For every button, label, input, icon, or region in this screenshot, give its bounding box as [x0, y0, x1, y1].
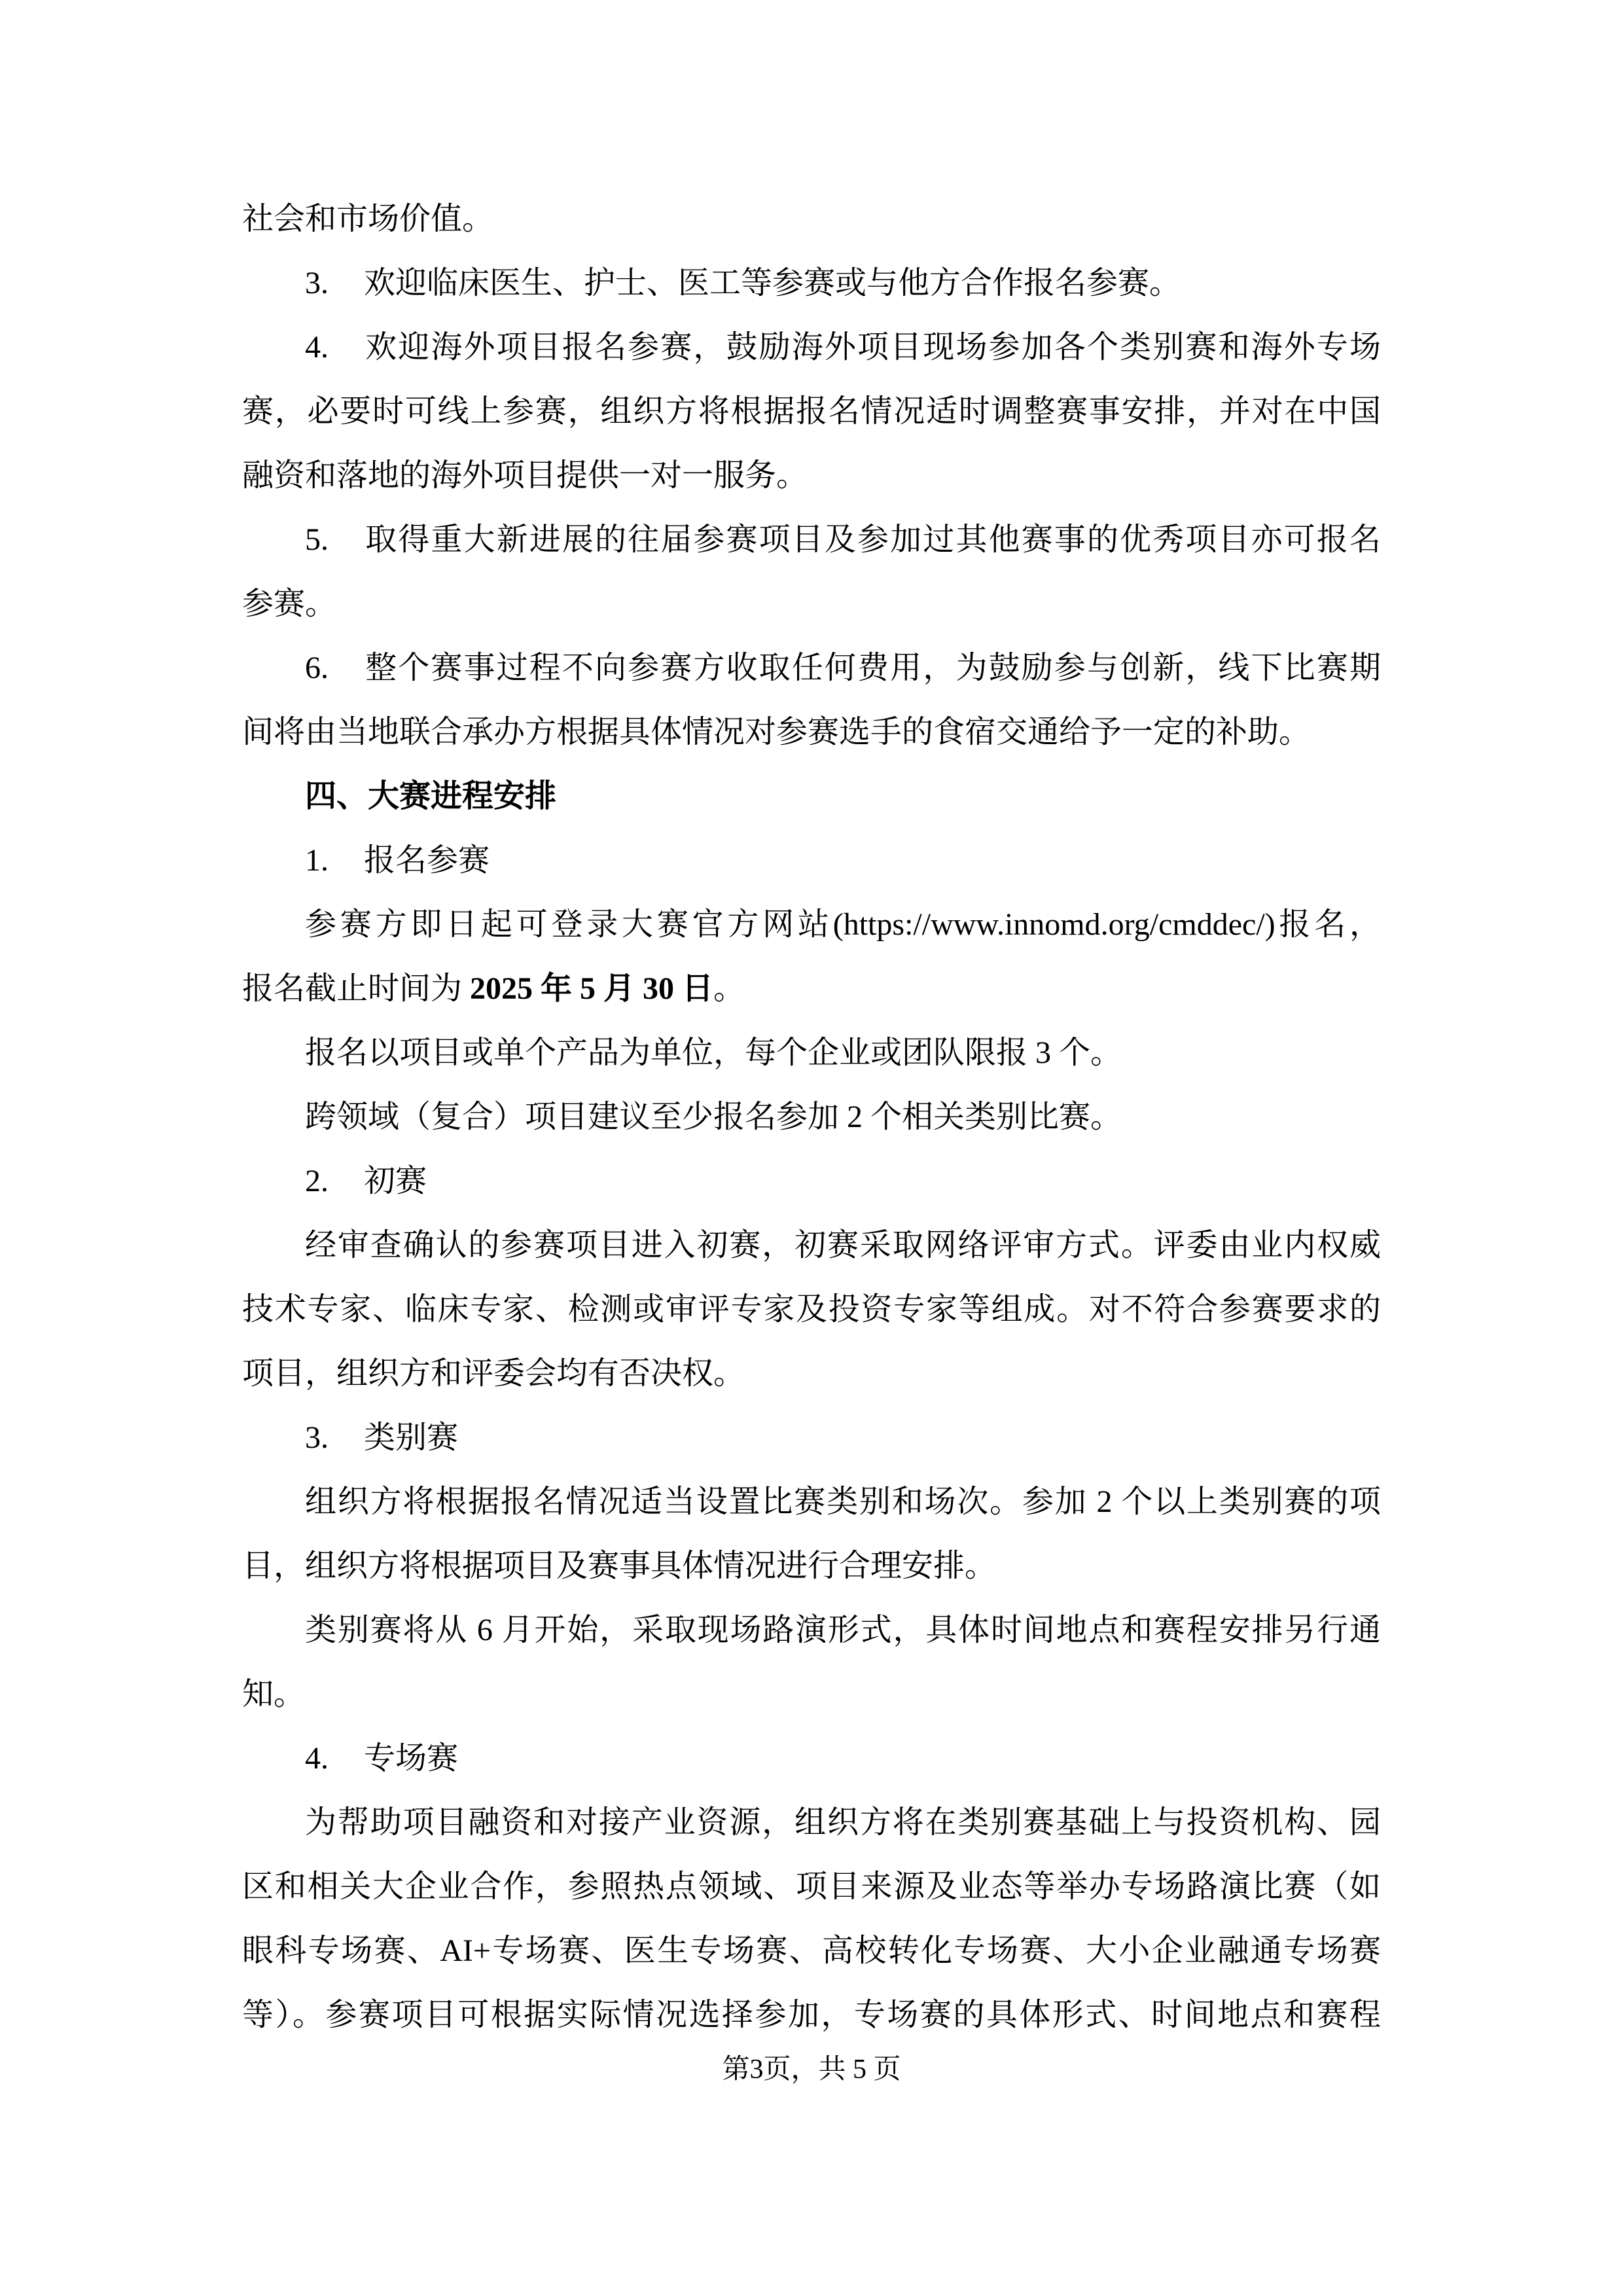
text-line: 技术专家、临床专家、检测或审评专家及投资专家等组成。对不符合参赛要求的	[242, 1292, 1381, 1327]
list-item-text: 类别赛	[364, 1420, 459, 1455]
list-item-line	[242, 315, 1381, 380]
text-line: 融资和落地的海外项目提供一对一服务。	[242, 458, 808, 493]
list-item-line	[242, 251, 1381, 315]
text-line: 目，组织方将根据项目及赛事具体情况进行合理安排。	[242, 1549, 997, 1583]
text-line: 跨领域（复合）项目建议至少报名参加 2 个相关类别比赛。	[305, 1100, 1122, 1134]
list-item-line	[242, 829, 1381, 893]
text-line: 知。	[242, 1677, 306, 1712]
text-line: 经审查确认的参赛项目进入初赛，初赛采取网络评审方式。评委由业内权威	[305, 1228, 1381, 1263]
page-number: 第3页，共 5 页	[722, 2054, 901, 2085]
list-item-text: 报名参赛	[364, 843, 490, 878]
text-line: 社会和市场价值。	[242, 202, 494, 236]
text-line: 参赛。	[242, 586, 337, 621]
list-item-text: 欢迎海外项目报名参赛，鼓励海外项目现场参加各个类别赛和海外专场	[364, 330, 1381, 365]
list-item-line	[242, 1149, 1381, 1213]
text-line: 报名以项目或单个产品为单位，每个企业或团队限报 3 个。	[305, 1035, 1122, 1070]
list-number: 2.	[305, 1164, 329, 1198]
list-item-line	[242, 1406, 1381, 1470]
deadline-line	[242, 957, 1381, 1021]
list-item-text: 取得重大新进展的往届参赛项目及参加过其他赛事的优秀项目亦可报名	[364, 522, 1381, 557]
list-item-text: 专场赛	[364, 1741, 459, 1776]
list-item-line	[242, 508, 1381, 572]
text-line: 眼科专场赛、AI+专场赛、医生专场赛、高校转化专场赛、大小企业融通专场赛	[242, 1933, 1381, 1968]
text-line-with-url: 参赛方即日起可登录大赛官方网站(https://www.innomd.org/cmddec/)报名，	[305, 907, 1381, 942]
page-body	[242, 187, 1381, 2047]
list-number: 6.	[305, 651, 329, 685]
list-number: 4.	[305, 1741, 329, 1776]
text-line: 间将由当地联合承办方根据具体情况对参赛选手的食宿交通给予一定的补助。	[242, 715, 1311, 749]
text-line: 等）。参赛项目可根据实际情况选择参加，专场赛的具体形式、时间地点和赛程	[242, 1998, 1381, 2032]
list-number: 4.	[305, 330, 329, 365]
deadline-date: 2025 年 5 月 30 日	[470, 971, 714, 1006]
text-line: 项目，组织方和评委会均有否决权。	[242, 1356, 745, 1391]
section-heading: 四、大赛进程安排	[305, 779, 557, 814]
list-number: 3.	[305, 266, 329, 300]
text-line: 赛，必要时可线上参赛，组织方将根据报名情况适时调整赛事安排，并对在中国	[242, 394, 1381, 429]
text-line: 类别赛将从 6 月开始，采取现场路演形式，具体时间地点和赛程安排另行通	[305, 1613, 1381, 1647]
list-number: 3.	[305, 1420, 329, 1455]
text-run: 。	[713, 971, 745, 1006]
list-number: 1.	[305, 843, 329, 878]
list-item-text: 整个赛事过程不向参赛方收取任何费用，为鼓励参与创新，线下比赛期	[364, 651, 1381, 685]
text-line: 区和相关大企业合作，参照热点领域、项目来源及业态等举办专场路演比赛（如	[242, 1869, 1381, 1904]
text-line: 为帮助项目融资和对接产业资源，组织方将在类别赛基础上与投资机构、园	[305, 1805, 1381, 1840]
list-item-text: 初赛	[364, 1164, 427, 1198]
list-item-text: 欢迎临床医生、护士、医工等参赛或与他方合作报名参赛。	[364, 266, 1181, 300]
list-item-line	[242, 636, 1381, 700]
text-run: 报名截止时间为	[242, 971, 471, 1006]
list-item-line	[242, 1727, 1381, 1791]
text-line: 组织方将根据报名情况适当设置比赛类别和场次。参加 2 个以上类别赛的项	[305, 1484, 1381, 1519]
list-number: 5.	[305, 522, 329, 557]
